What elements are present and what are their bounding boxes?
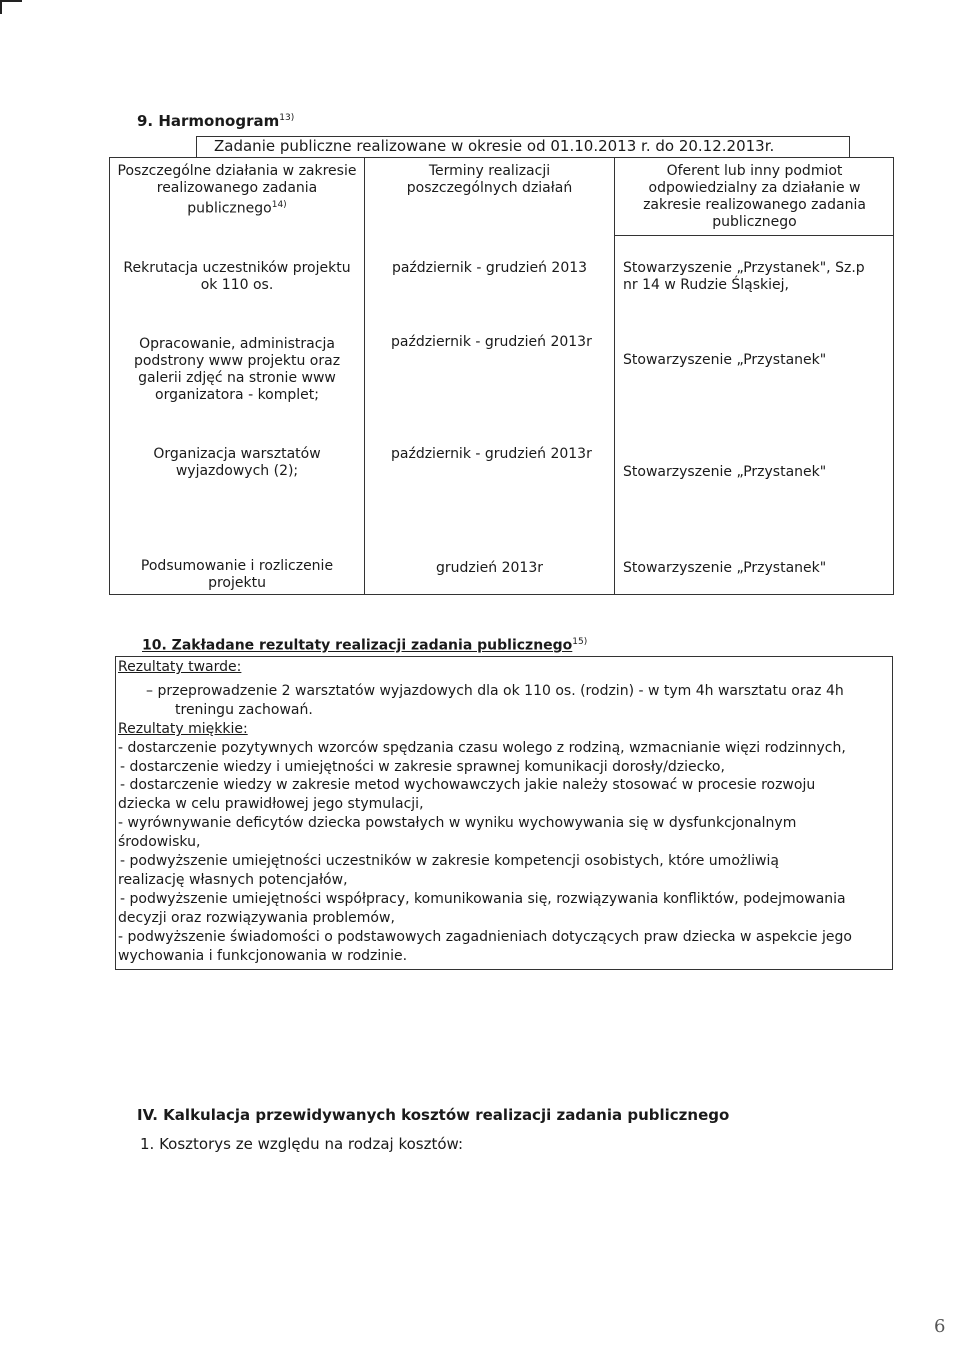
section-10-title-text: 10. Zakładane rezultaty realizacji zadania publicznego [142, 637, 573, 654]
soft-results-label: Rezultaty miękkie: [118, 721, 248, 737]
soft-result-line: dziecka w celu prawidłowej jego stymulacji, [118, 796, 424, 812]
responsible-line: nr 14 w Rudzie Śląskiej, [623, 277, 790, 293]
hard-result-item-cont: treningu zachowań. [175, 702, 313, 718]
header-activities [110, 163, 364, 218]
responsible-line: Stowarzyszenie „Przystanek", Sz.p [623, 260, 865, 276]
activity-line: podstrony www projektu oraz [133, 353, 341, 369]
header-responsible-line: odpowiedzialny za działanie w [648, 180, 861, 196]
soft-result-line: - dostarczenie pozytywnych wzorców spędzania czasu wolego z rodziną, wzmacnianie więzi rodzinnych, [118, 740, 846, 756]
table-row-2-term: październik - grudzień 2013r [391, 334, 592, 350]
activity-line: projektu [208, 575, 266, 591]
header-responsible-line: publicznego [712, 214, 797, 230]
header-responsible [615, 163, 894, 231]
table-row-1-term: październik - grudzień 2013 [391, 260, 588, 276]
header-terms-line: poszczególnych działań [406, 180, 573, 196]
activity-line: Organizacja warsztatów [153, 446, 321, 462]
table-row-2-activity [110, 336, 364, 404]
scan-corner-mark [0, 0, 22, 2]
soft-result-line: środowisku, [118, 834, 201, 850]
activity-line: Podsumowanie i rozliczenie [140, 558, 334, 574]
section-iv-subtitle: 1. Kosztorys ze względu na rodzaj kosztów: [140, 1135, 464, 1153]
table-row-3-activity [110, 446, 364, 480]
soft-result-line: - podwyższenie umiejętności uczestników w zakresie kompetencji osobistych, które umożliwią [120, 853, 779, 869]
activity-line: Rekrutacja uczestników projektu [123, 260, 351, 276]
section-10-title [142, 637, 587, 654]
scan-corner-mark-vertical [0, 0, 2, 14]
header-activities-line: realizowanego zadania [156, 180, 318, 196]
page-mark: 6 [934, 1316, 946, 1337]
table-row-1-activity [110, 260, 364, 294]
header-activities-line: Poszczególne działania w zakresie [117, 163, 357, 179]
section-9-title-text: 9. Harmonogram [137, 112, 280, 130]
table-row-4-activity [110, 558, 364, 592]
soft-result-line: - podwyższenie świadomości o podstawowych zagadnieniach dotyczących praw dziecka w aspekcie jego [118, 929, 853, 945]
activity-line: ok 110 os. [200, 277, 274, 293]
activity-line: Opracowanie, administracja [139, 336, 335, 352]
soft-result-line: - wyrównywanie deficytów dziecka powstałych w wyniku wychowywania się w dysfunkcjonalnym [118, 815, 797, 831]
schedule-caption: Zadanie publiczne realizowane w okresie od 01.10.2013 r. do 20.12.2013r. [214, 137, 775, 155]
activity-line: galerii zdjęć na stronie www [138, 370, 336, 386]
soft-result-line: - dostarczenie wiedzy w zakresie metod wychowawczych jakie należy stosować w procesie rozwoju [120, 777, 816, 793]
soft-result-line: - podwyższenie umiejętności współpracy, komunikowania się, rozwiązywania konfliktów, podejmowania [120, 891, 846, 907]
soft-result-line: decyzji oraz rozwiązywania problemów, [118, 910, 395, 926]
hard-result-item: – przeprowadzenie 2 warsztatów wyjazdowych dla ok 110 os. (rodzin) - w tym 4h warsztatu oraz 4h [146, 683, 844, 699]
hard-results-label: Rezultaty twarde: [118, 659, 242, 675]
soft-result-line: wychowania i funkcjonowania w rodzinie. [118, 948, 408, 964]
section-10-footnote: 15) [572, 637, 588, 647]
schedule-header-rule [614, 235, 894, 236]
soft-result-line: - dostarczenie wiedzy i umiejętności w zakresie sprawnej komunikacji dorosły/dziecko, [120, 759, 725, 775]
section-9-title [137, 112, 294, 130]
table-row-1-responsible [623, 260, 893, 294]
table-row-4-term: grudzień 2013r [436, 560, 543, 576]
header-activities-line: publicznego [187, 200, 272, 217]
header-terms [365, 163, 614, 197]
header-responsible-line: zakresie realizowanego zadania [643, 197, 866, 213]
header-terms-line: Terminy realizacji [428, 163, 551, 179]
table-row-2-responsible: Stowarzyszenie „Przystanek" [623, 352, 827, 368]
table-row-3-term: październik - grudzień 2013r [391, 446, 592, 462]
header-responsible-line: Oferent lub inny podmiot [666, 163, 843, 179]
table-row-4-responsible: Stowarzyszenie „Przystanek" [623, 560, 827, 576]
section-9-footnote: 13) [279, 113, 295, 123]
soft-result-line: realizację własnych potencjałów, [118, 872, 348, 888]
schedule-col-divider-1 [364, 157, 365, 595]
activity-line: wyjazdowych (2); [175, 463, 299, 479]
table-row-3-responsible: Stowarzyszenie „Przystanek" [623, 464, 827, 480]
header-activities-footnote: 14) [271, 200, 287, 210]
activity-line: organizatora - komplet; [155, 387, 319, 403]
section-iv-title: IV. Kalkulacja przewidywanych kosztów realizacji zadania publicznego [137, 1106, 730, 1124]
